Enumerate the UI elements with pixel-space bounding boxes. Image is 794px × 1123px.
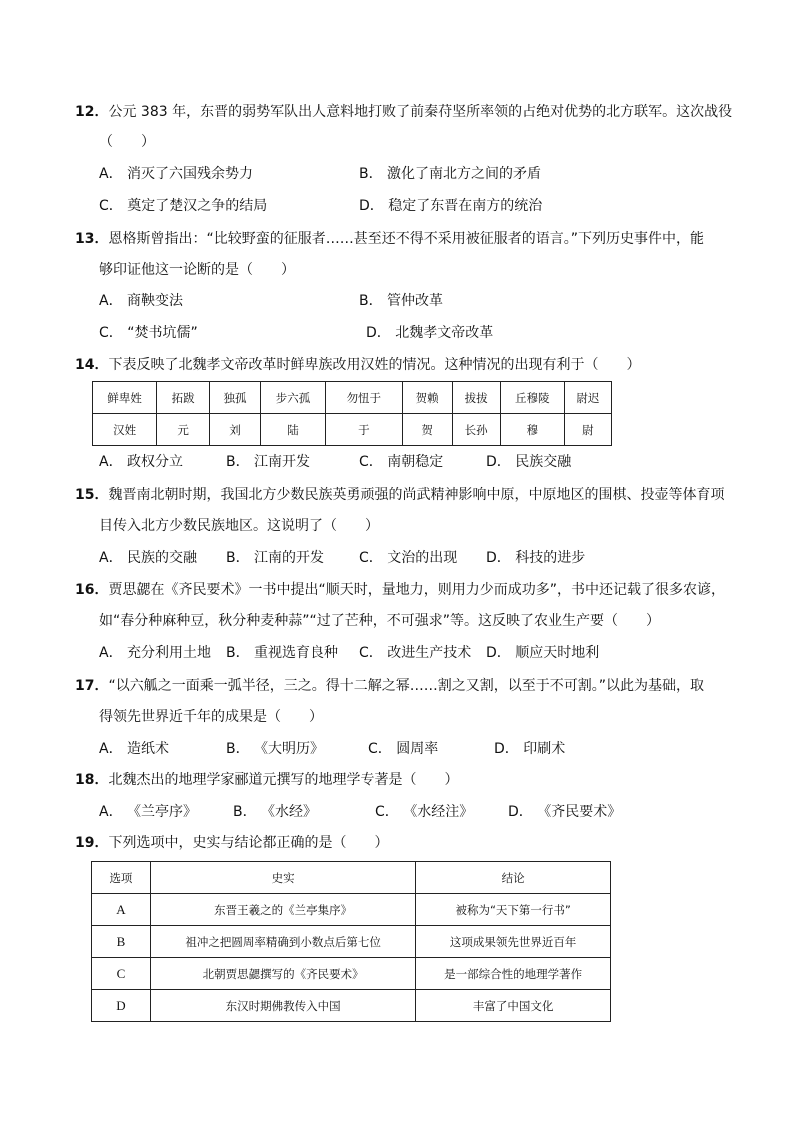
question-17-option-a[interactable]: A． 造纸术 (99, 741, 170, 757)
table-cell: 于 (326, 414, 403, 446)
table-row (92, 990, 611, 1022)
table-cell: 东汉时期佛教传入中国 (150, 990, 415, 1022)
question-13-option-b[interactable]: B． 管仲改革 (359, 293, 444, 309)
table-cell: 尉迟 (564, 382, 611, 414)
question-13-line-1 (75, 229, 704, 249)
question-16-option-d[interactable]: D． 顺应天时地利 (486, 645, 600, 661)
table-row (93, 414, 612, 446)
table-header-cell: 选项 (92, 862, 151, 894)
table-row (93, 382, 612, 414)
table-cell: D (92, 990, 151, 1022)
question-16-option-b[interactable]: B． 重视选育良种 (226, 645, 339, 661)
table-cell: 北朝贾思勰撰写的《齐民要术》 (150, 958, 415, 990)
question-16-text: 贾思勰在《齐民要术》一书中提出“顺天时，量地力，则用力少而成功多”，书中还记载了很多农谚， (108, 582, 725, 598)
table-cell: 独孤 (210, 382, 261, 414)
question-19-text: 下列选项中，史实与结论都正确的是（ ） (108, 835, 389, 851)
question-17-line-1 (75, 676, 704, 696)
question-12-option-c[interactable]: C． 奠定了楚汉之争的结局 (99, 198, 268, 214)
table-header-cell: 结论 (416, 862, 611, 894)
question-16-option-c[interactable]: C． 改进生产技术 (359, 645, 472, 661)
question-14-text: 下表反映了北魏孝文帝改革时鲜卑族改用汉姓的情况。这种情况的出现有利于（ ） (108, 357, 641, 373)
table-row (92, 958, 611, 990)
table-cell: 这项成果领先世界近百年 (416, 926, 611, 958)
question-18-line-1 (75, 770, 458, 790)
question-14-option-b[interactable]: B． 江南开发 (226, 454, 311, 470)
question-19-line-1 (75, 833, 388, 853)
question-12-option-b[interactable]: B． 激化了南北方之间的矛盾 (359, 166, 542, 182)
table-cell: 拔拔 (452, 382, 500, 414)
question-15-option-b[interactable]: B． 江南的开发 (226, 550, 325, 566)
question-12-number: 12． (75, 104, 109, 120)
question-12-line-2: （ ） (99, 134, 155, 150)
question-14-line-1 (75, 355, 640, 375)
table-cell: 丰富了中国文化 (416, 990, 611, 1022)
table-header-cell: 史实 (150, 862, 415, 894)
table-cell: 陆 (260, 414, 325, 446)
table-row (92, 894, 611, 926)
question-14-option-c[interactable]: C． 南朝稳定 (359, 454, 444, 470)
question-17-option-c[interactable]: C． 圆周率 (368, 741, 439, 757)
question-17-text: “以六觚之一面乘一弧半径，三之。得十二解之幂……割之又割，以至于不可割。”以此为基础，取 (108, 678, 704, 694)
question-12-line-1 (75, 102, 732, 122)
surname-table (92, 381, 612, 446)
table-cell: 刘 (210, 414, 261, 446)
table-cell: 祖冲之把圆周率精确到小数点后第七位 (150, 926, 415, 958)
table-cell: B (92, 926, 151, 958)
question-18-option-b[interactable]: B． 《水经》 (233, 804, 318, 820)
table-cell: 勿忸于 (326, 382, 403, 414)
table-cell: 是一部综合性的地理学著作 (416, 958, 611, 990)
question-18-text: 北魏杰出的地理学家郦道元撰写的地理学专著是（ ） (108, 772, 459, 788)
question-15-line-2: 目传入北方少数民族地区。这说明了（ ） (99, 518, 379, 534)
fact-conclusion-table (91, 861, 611, 1022)
question-18-number: 18． (75, 772, 109, 788)
table-row (92, 926, 611, 958)
question-18-option-c[interactable]: C． 《水经注》 (375, 804, 474, 820)
question-12-option-a[interactable]: A． 消灭了六国残余势力 (99, 166, 254, 182)
table-row (92, 862, 611, 894)
question-15-number: 15． (75, 487, 109, 503)
question-15-option-c[interactable]: C． 文治的出现 (359, 550, 458, 566)
question-15-line-1 (75, 485, 724, 505)
question-13-option-d[interactable]: D． 北魏孝文帝改革 (366, 325, 494, 341)
table-cell: 贺赖 (402, 382, 452, 414)
question-16-number: 16． (75, 582, 109, 598)
question-18-option-a[interactable]: A． 《兰亭序》 (99, 804, 198, 820)
table-cell: 步六孤 (260, 382, 325, 414)
table-cell: 丘穆陵 (500, 382, 564, 414)
question-12-text: 公元 383 年，东晋的弱势军队出人意料地打败了前秦苻坚所率领的占绝对优势的北方联军。这次战役 (108, 104, 733, 120)
table-cell: 元 (157, 414, 210, 446)
question-17-option-b[interactable]: B． 《大明历》 (226, 741, 325, 757)
table-cell: 鲜卑姓 (93, 382, 157, 414)
table-cell: C (92, 958, 151, 990)
question-17-option-d[interactable]: D． 印刷术 (494, 741, 566, 757)
question-15-text: 魏晋南北朝时期，我国北方少数民族英勇顽强的尚武精神影响中原，中原地区的围棋、投壶等体育项 (108, 487, 725, 503)
question-13-option-c[interactable]: C． “焚书坑儒” (99, 325, 198, 341)
question-16-option-a[interactable]: A． 充分利用土地 (99, 645, 212, 661)
question-17-line-2: 得领先世界近千年的成果是（ ） (99, 709, 323, 725)
table-cell: 东晋王羲之的《兰亭集序》 (150, 894, 415, 926)
question-13-text: 恩格斯曾指出：“比较野蛮的征服者……甚至还不得不采用被征服者的语言。”下列历史事件中，能 (108, 231, 704, 247)
question-14-number: 14． (75, 357, 109, 373)
question-15-option-d[interactable]: D． 科技的进步 (486, 550, 586, 566)
table-cell: 贺 (402, 414, 452, 446)
question-16-line-2: 如“春分种麻种豆，秋分种麦种蒜”“过了芒种，不可强求”等。这反映了农业生产要（ ） (99, 613, 661, 629)
question-12-option-d[interactable]: D． 稳定了东晋在南方的统治 (359, 198, 543, 214)
question-16-line-1 (75, 580, 725, 600)
table-cell: 尉 (564, 414, 611, 446)
table-cell: 被称为“天下第一行书” (416, 894, 611, 926)
table-cell: 拓跋 (157, 382, 210, 414)
question-13-number: 13． (75, 231, 109, 247)
table-cell: 穆 (500, 414, 564, 446)
question-14-option-d[interactable]: D． 民族交融 (486, 454, 572, 470)
question-18-option-d[interactable]: D． 《齐民要术》 (508, 804, 622, 820)
table-cell: A (92, 894, 151, 926)
question-13-option-a[interactable]: A． 商鞅变法 (99, 293, 184, 309)
question-13-line-2: 够印证他这一论断的是（ ） (99, 262, 295, 278)
table-cell: 长孙 (452, 414, 500, 446)
table-cell: 汉姓 (93, 414, 157, 446)
question-19-number: 19． (75, 835, 109, 851)
question-14-option-a[interactable]: A． 政权分立 (99, 454, 184, 470)
question-15-option-a[interactable]: A． 民族的交融 (99, 550, 198, 566)
question-17-number: 17． (75, 678, 109, 694)
